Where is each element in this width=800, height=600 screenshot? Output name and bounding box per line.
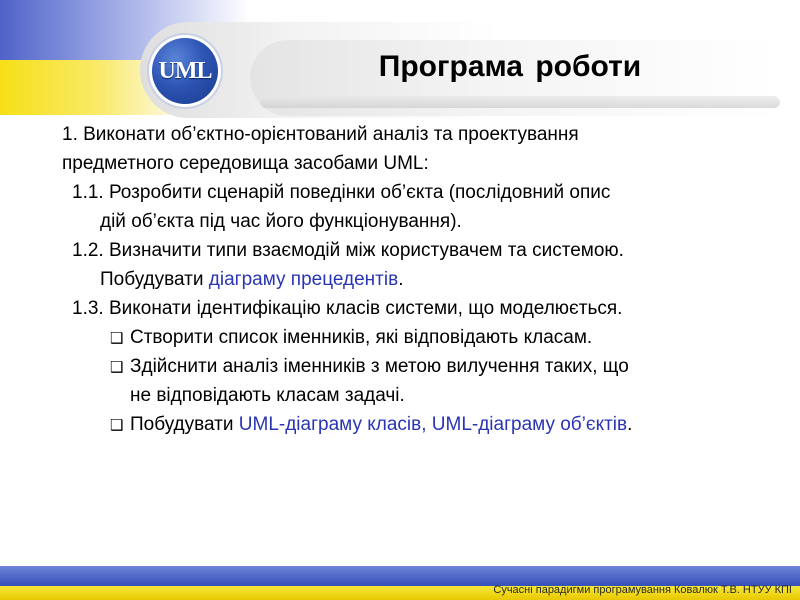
- list-item-1-1-line-1: 1.1. Розробити сценарій поведінки об’єкта (послідовний опис: [72, 182, 611, 203]
- checkbox-bullet-icon: ❑: [110, 330, 124, 347]
- uml-class-diagram-link[interactable]: UML-діаграму класів: [238, 414, 422, 435]
- list-item-1-2-text: Побудувати: [100, 269, 209, 290]
- uml-object-diagram-link[interactable]: UML-діаграму об’єктів: [431, 414, 628, 435]
- sub-bullet-2-line-2: не відповідають класам задачі.: [130, 385, 405, 406]
- list-item-1-1-line-2: дій об’єкта під час його функціонування).: [100, 211, 462, 232]
- sub-bullet-1-text: Створити список іменників, які відповідають класам.: [130, 327, 593, 348]
- footer-caption: Сучасні парадигми програмування Ковалюк Т.В. НТУУ КПІ: [493, 584, 792, 596]
- uml-logo-text: UML: [158, 57, 212, 84]
- list-item-1-2-line-1: 1.2. Визначити типи взаємодій між користувачем та системою.: [72, 240, 624, 261]
- slide-title: Програма роботи: [378, 50, 642, 83]
- checkbox-bullet-icon: ❑: [110, 417, 124, 434]
- sub-bullet-3: [110, 410, 632, 441]
- sub-bullet-3-separator: ,: [421, 414, 432, 435]
- uml-logo: [152, 38, 218, 104]
- title-underline: [260, 96, 780, 108]
- sub-bullet-2-line-1: [110, 352, 629, 383]
- list-item-1-line-1: 1. Виконати об’єктно-орієнтований аналіз та проектування: [62, 124, 579, 145]
- sub-bullet-3-period: .: [627, 414, 633, 435]
- list-item-1-2-line-2: [100, 265, 403, 295]
- sub-bullet-2-text: Здійснити аналіз іменників з метою вилучення таких, що: [130, 356, 629, 377]
- use-case-diagram-link[interactable]: діаграму прецедентів: [208, 269, 399, 290]
- list-item-1-line-2: предметного середовища засобами UML:: [62, 153, 429, 174]
- footer-blue-stripe: [0, 566, 800, 586]
- list-item-1-2-period: .: [398, 269, 404, 290]
- sub-bullet-1: [110, 323, 592, 354]
- sub-bullet-3-text: Побудувати: [130, 414, 239, 435]
- list-item-1-3: 1.3. Виконати ідентифікацію класів системи, що моделюється.: [72, 298, 623, 319]
- checkbox-bullet-icon: ❑: [110, 359, 124, 376]
